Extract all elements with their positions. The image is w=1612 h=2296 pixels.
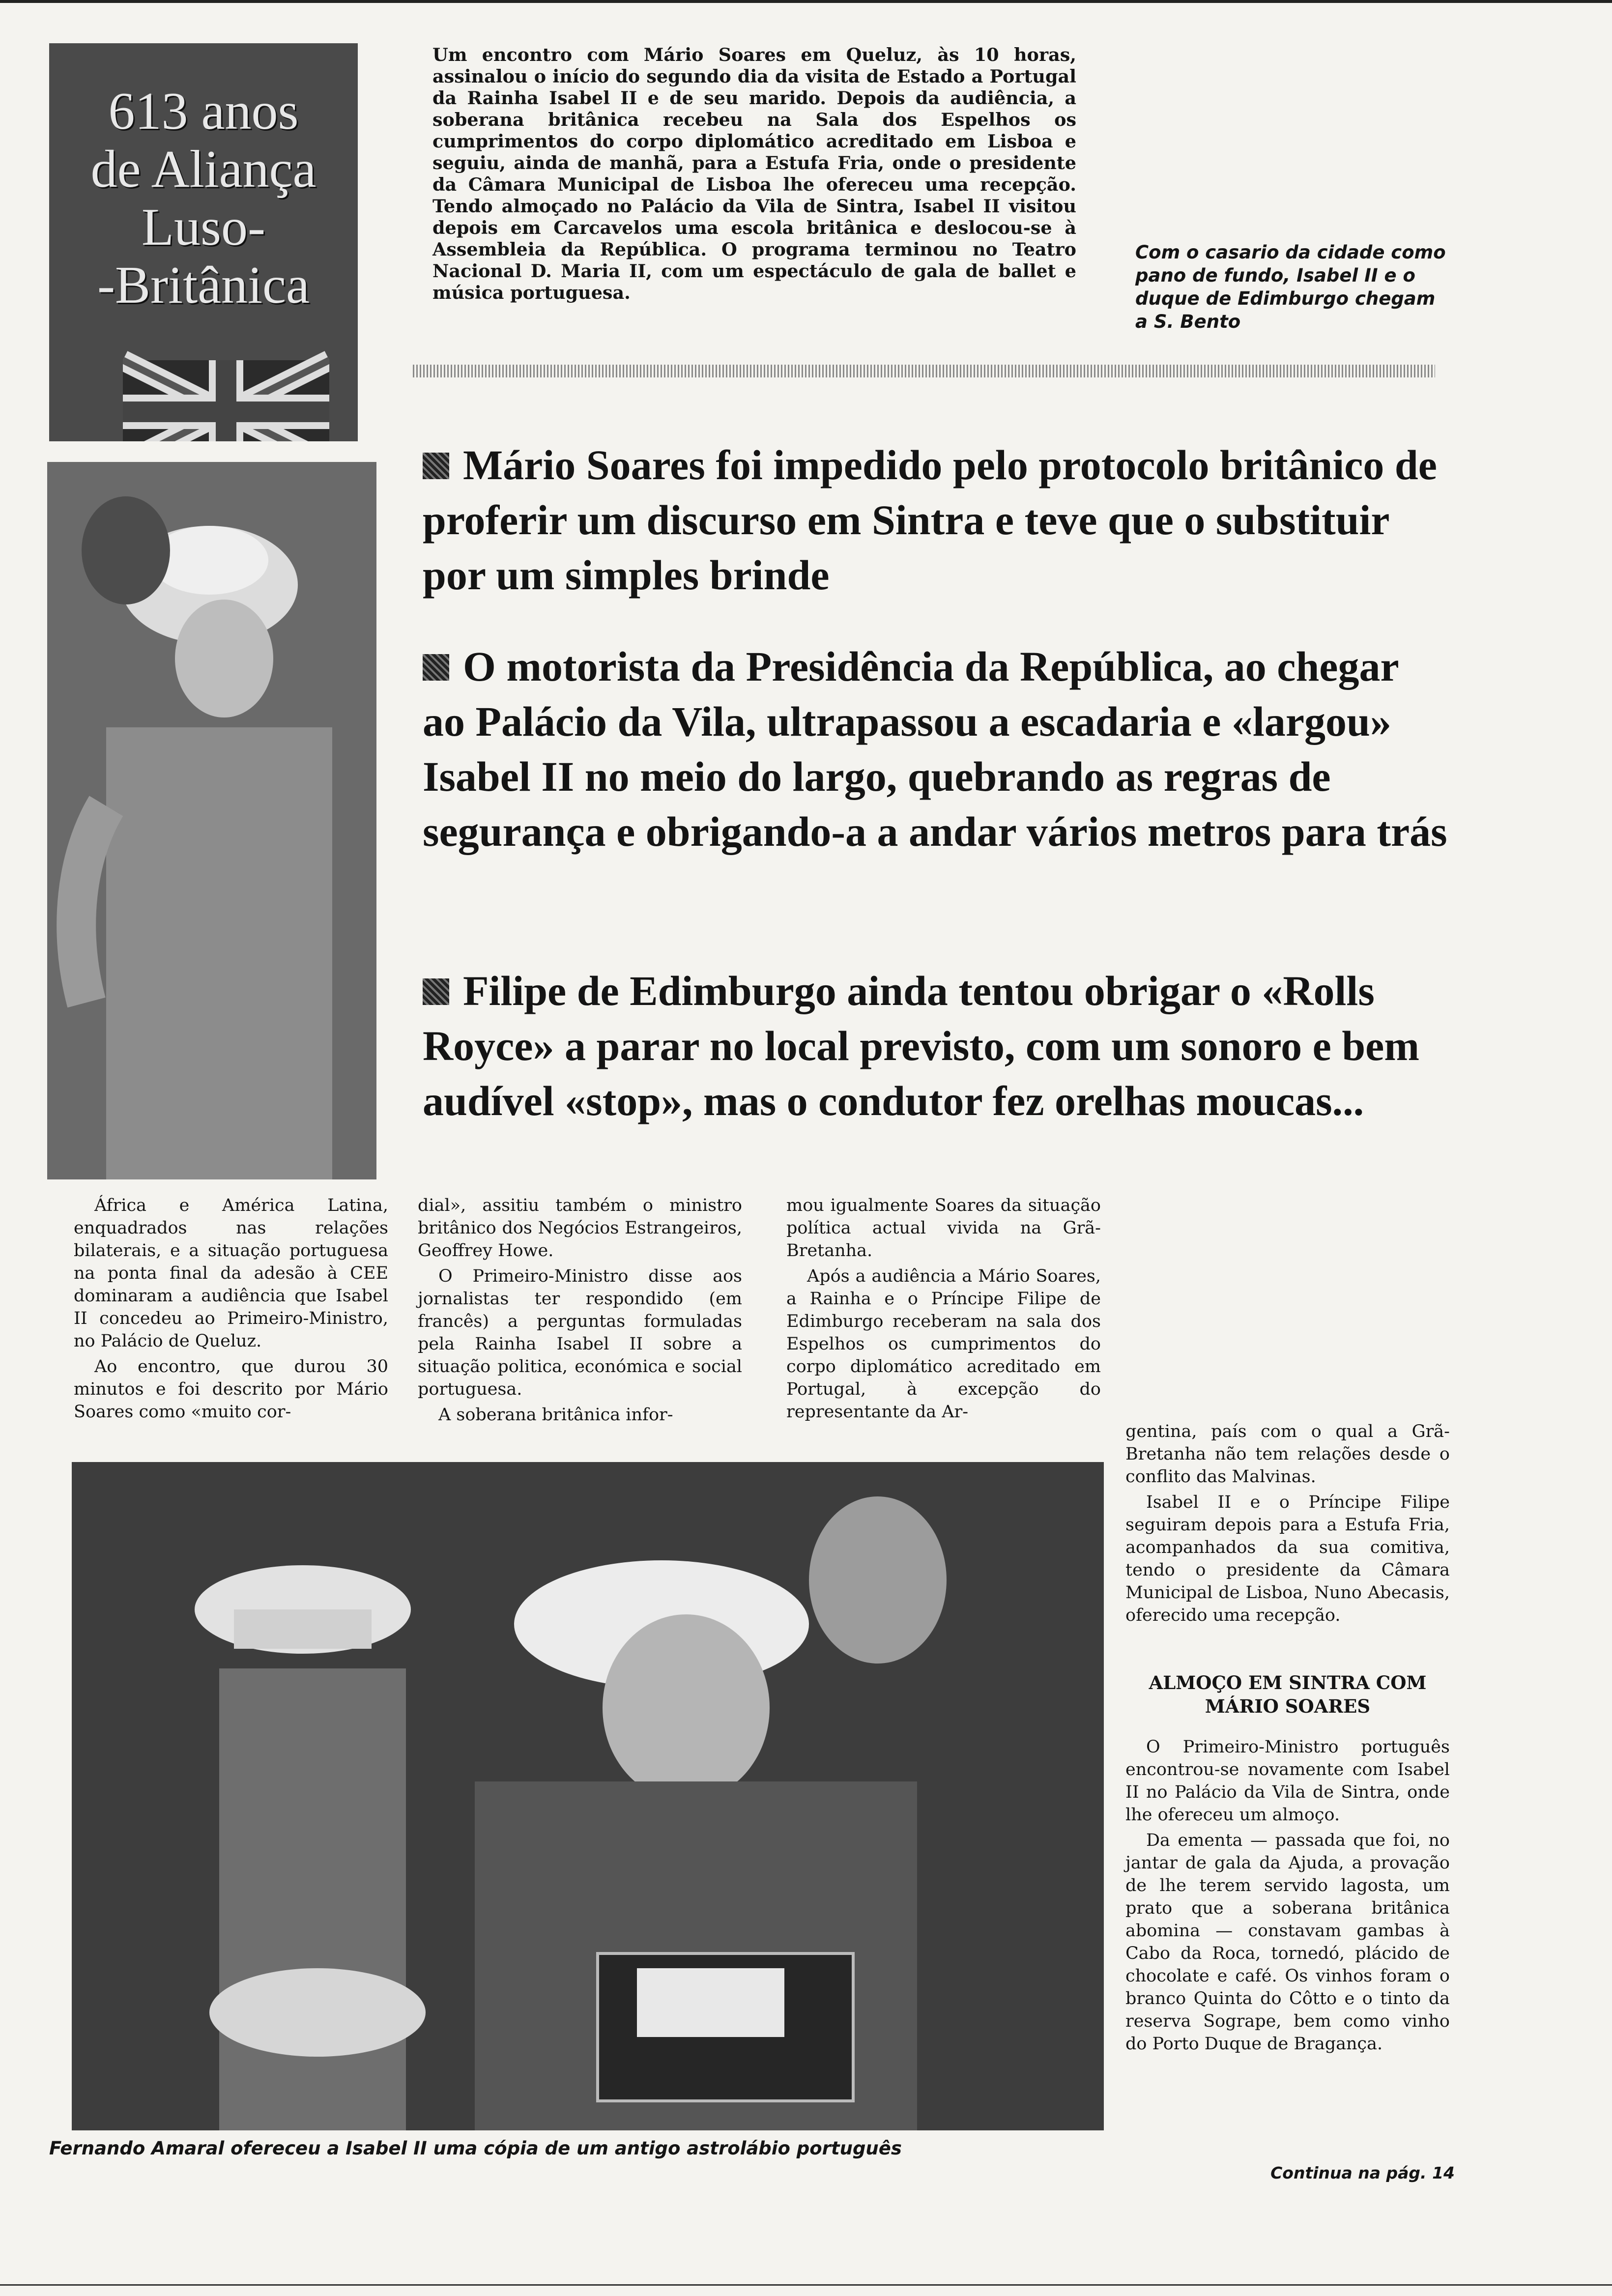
- top-rule: [0, 0, 1612, 3]
- article-column-1: África e América Latina, enquadrados nas relações bilaterais, e a situação portuguesa na ponta final da adesão à CEE dominaram a audiência que Isabel II concedeu ao Primeiro-Ministro, no Palácio de Queluz. Ao encontro, que durou 30 minutos e foi descrito por Mário Soares como «muito cor-: [74, 1196, 388, 1422]
- continued-notice: Continua na pág. 14: [1270, 2163, 1455, 2182]
- bottom-rule: [0, 2284, 1612, 2286]
- article-column-2: dial», assitiu também o ministro britânico dos Negócios Estrangeiros, Geoffrey Howe. O Primeiro-Ministro disse aos jornalistas ter respondido (em francês) a perguntas formuladas pela Rainha Isabel II sobre a situação politica, económica e social portuguesa. A soberana britânica infor-: [418, 1196, 742, 1425]
- bullet-square-icon: [423, 453, 449, 479]
- photo-caption-top: Com o casario da cidade como pano de fundo, Isabel II e o duque de Edimburgo chegam a S. Bento: [1135, 242, 1446, 332]
- bullet-square-icon: [423, 654, 449, 681]
- dotted-rule: [413, 365, 1435, 377]
- intro-paragraph: Um encontro com Mário Soares em Queluz, às 10 horas, assinalou o início do segundo dia da visita de Estado a Portugal da Rainha Isabel II e de seu marido. Depois da audiência, a soberana britânica recebeu na Sala dos Espelhos os cumprimentos do corpo diplomático acreditado em Lisboa e seguiu, ainda de manhã, para a Estufa Fria, onde o presidente da Câmara Municipal de Lisboa lhe ofereceu uma recepção. Tendo almoçado no Palácio da Vila de Sintra, Isabel II visitou depois em Carcavelos uma escola britânica e deslocou-se à Assembleia da República. O programa terminou no Teatro Nacional D. Maria II, com um espectáculo de gala de ballet e música portuguesa.: [432, 44, 1076, 303]
- section-subhead: ALMOÇO EM SINTRA COM MÁRIO SOARES: [1149, 1672, 1427, 1717]
- queen-portrait-photo: [47, 462, 376, 1179]
- bullet-square-icon: [423, 978, 449, 1005]
- headline-3: Filipe de Edimburgo ainda tentou obrigar o «Rolls Royce» a parar no local previsto, com um sonoro e bem audível «stop», mas o condutor fez orelhas moucas...: [423, 967, 1419, 1124]
- article-column-4: gentina, país com o qual a Grã-Bretanha não tem relações desde o conflito das Malvinas. Isabel II e o Príncipe Filipe seguiram depois para a Estufa Fria, acompanhados da sua comitiva, tendo o presidente da Câmara Municipal de Lisboa, Nuno Abecasis, oferecido uma recepção. ALMOÇO EM SINTRA COM MÁRIO SOARES O Primeiro-Ministro português encontrou-se novamente com Isabel II no Palácio da Vila de Sintra, onde lhe ofereceu um almoço. Da ementa — passada que foi, no jantar de gala da Ajuda, a provação de lhe terem servido lagosta, um prato que a soberana britânica abomina — constavam gambas à Cabo da Roca, tornedó, plácido de chocolate e café. Os vinhos foram o branco Quinta do Côtto e o tinto da reserva Sogrape, bem como vinho do Porto Duque de Bragança.: [1125, 1422, 1450, 2054]
- article-column-3: mou igualmente Soares da situação política actual vivida na Grã-Bretanha. Após a audiência a Mário Soares, a Rainha e o Príncipe Filipe de Edimburgo receberam na sala dos Espelhos os cumprimentos do corpo diplomático acreditado em Portugal, à excepção do representante da Ar-: [786, 1196, 1101, 1422]
- union-jack-flag: [123, 338, 329, 441]
- astrolabe-presentation-photo: [72, 1462, 1104, 2130]
- headline-2: O motorista da Presidência da República, ao chegar ao Palácio da Vila, ultrapassou a escadaria e «largou» Isabel II no meio do largo, quebrando as regras de segurança e obrigando-a a andar vários metros para trás: [423, 643, 1447, 855]
- headline-1: Mário Soares foi impedido pelo protocolo britânico de proferir um discurso em Sintra e teve que o substituir por um simples brinde: [423, 441, 1437, 599]
- photo-caption-bottom: Fernando Amaral ofereceu a Isabel II uma cópia de um antigo astrolábio português: [49, 2138, 902, 2159]
- anniversary-banner: [49, 43, 358, 441]
- banner-title: 613 anos de Aliança Luso- -Britânica: [90, 82, 317, 315]
